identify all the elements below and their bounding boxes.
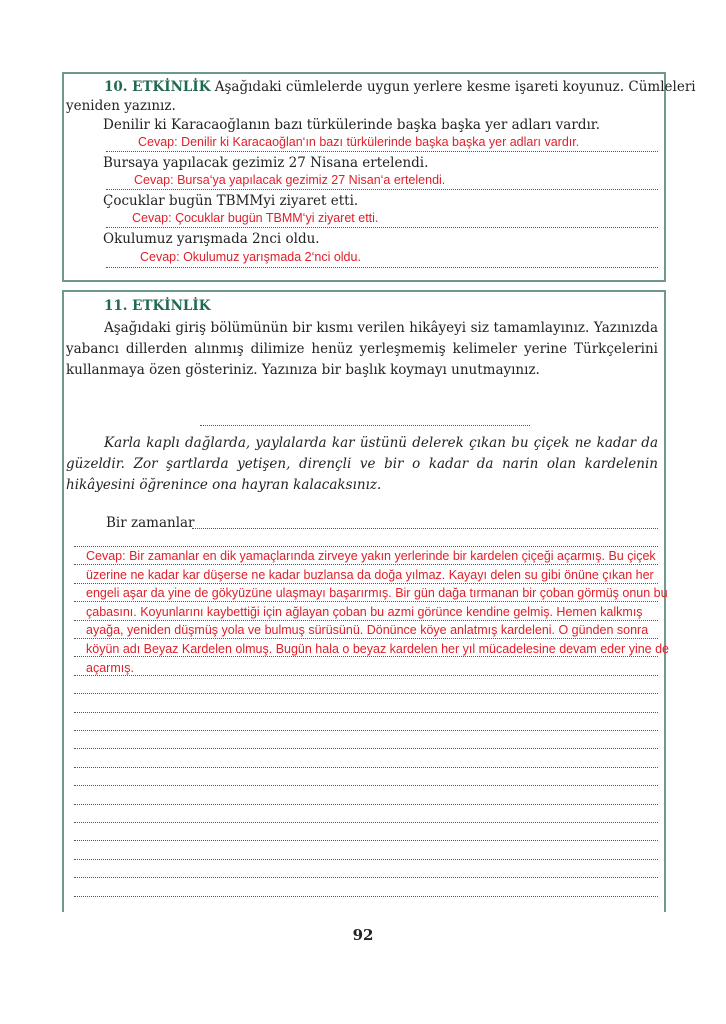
writing-line: [74, 840, 658, 841]
activity-10-heading: 10. ETKİNLİK: [104, 79, 211, 95]
story-start: Bir zamanlar: [106, 515, 195, 531]
writing-line: [74, 896, 658, 897]
writing-line: [74, 748, 658, 749]
writing-line: [74, 804, 658, 805]
writing-line: [74, 859, 658, 860]
answer-line: [106, 267, 658, 268]
writing-line: [74, 712, 658, 713]
answer-line: [106, 227, 658, 228]
answer-line: [106, 189, 658, 190]
sentence-3: Çocuklar bugün TBMMyi ziyaret etti.: [103, 193, 359, 209]
writing-line: [74, 730, 658, 731]
story-answer: Cevap: Bir zamanlar en dik yamaçlarında zirveye yakın yerlerinde bir kardelen çiçeği açarmış. Bu çiçek üzerine ne kadar kar düşerse ne kadar buzlansa da doğa yılmaz. Kayayı delen su gibi önüne çıkan her engeli aşar da yine de gökyüzüne ulaşmayı başarırmış. Bir gün dağa tırmanan bir çoban görmüş onun bu çabasını. Koyunlarını kaybettiği için ağlayan çoban bu azmi görünce kendine gelmiş. Hemen kalkmış ayağa, yeniden düşmüş yola ve bulmuş sürüsünü. Dönünce köye anlatmış kardeleni. O günden sonra köyün adı Beyaz Kardelen olmuş. Bugün hala o beyaz kardelen her yıl mücadelesine devam eder yine de açarmış.: [86, 549, 669, 675]
answer-line: [106, 151, 658, 152]
writing-line: [74, 693, 658, 694]
answer-3: Cevap: Çocuklar bugün TBMM‘yi ziyaret etti.: [132, 211, 379, 225]
sentence-1: Denilir ki Karacaoğlanın bazı türkülerinde başka başka yer adları vardır.: [103, 117, 601, 133]
answer-4: Cevap: Okulumuz yarışmada 2‘nci oldu.: [140, 250, 361, 264]
writing-line: [74, 767, 658, 768]
writing-line: [192, 528, 658, 529]
instruction-line-1: Aşağıdaki cümlelerde uygun yerlere kesme işareti koyunuz. Cümleleri: [214, 79, 696, 95]
activity-11-instruction: Aşağıdaki giriş bölümünün bir kısmı verilen hikâyeyi siz tamamlayınız. Yazınızda yabancı dillerden alınmış dilimize henüz yerleşmemiş kelimeler yerine Türkçelerini kullanmaya özen gösteriniz. Yazınıza bir başlık koymayı unutmayınız.: [66, 320, 658, 378]
activity-10-instruction: [104, 79, 696, 96]
sentence-2: Bursaya yapılacak gezimiz 27 Nisana ertelendi.: [103, 155, 429, 171]
sentence-4: Okulumuz yarışmada 2nci oldu.: [103, 231, 320, 247]
answer-1: Cevap: Denilir ki Karacaoğlan‘ın bazı türkülerinde başka başka yer adları vardır.: [138, 135, 580, 149]
story-intro: Karla kaplı dağlarda, yaylalarda kar üstünü delerek çıkan bu çiçek ne kadar da güzeldir. Zor şartlarda yetişen, dirençli ve bir o kadar da narin olan kardelenin hikâyesini öğrenince ona hayran kalacaksınız.: [66, 435, 658, 493]
writing-line: [74, 822, 658, 823]
answer-2: Cevap: Bursa‘ya yapılacak gezimiz 27 Nisan‘a ertelendi.: [134, 173, 446, 187]
writing-line: [74, 877, 658, 878]
page-number: 92: [352, 926, 374, 944]
activity-11-heading: 11. ETKİNLİK: [104, 298, 211, 314]
title-line: [200, 425, 530, 426]
instruction-line-2: yeniden yazınız.: [66, 98, 176, 114]
writing-line: [74, 785, 658, 786]
